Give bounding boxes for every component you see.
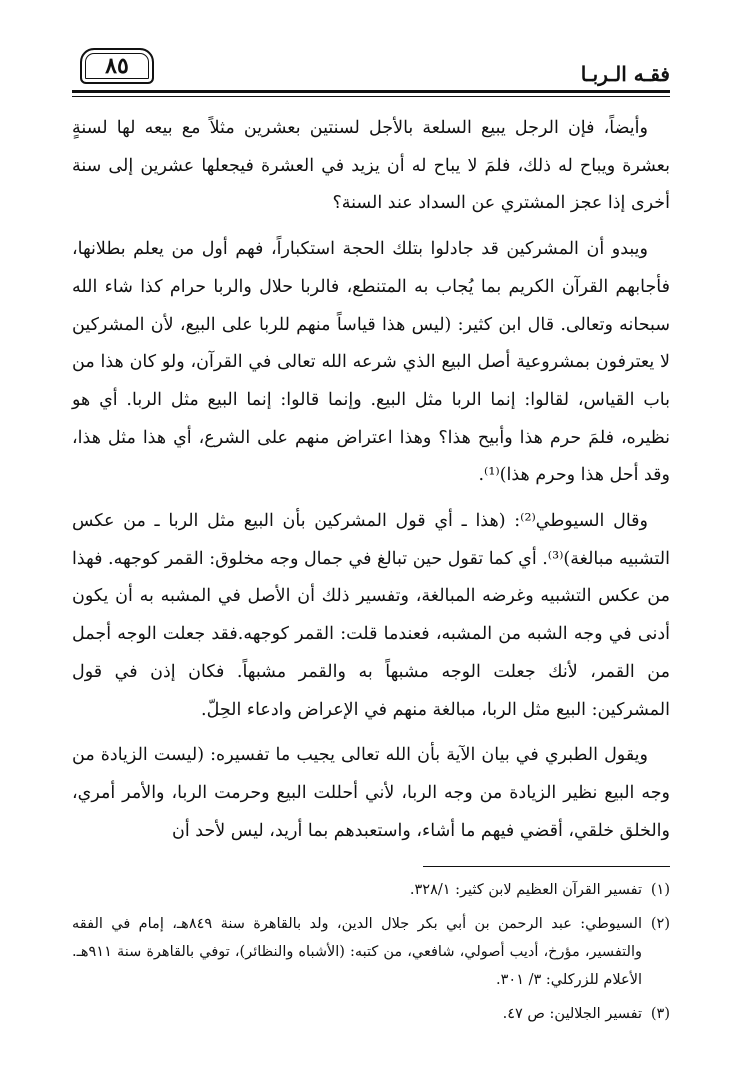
footnote-text: تفسير القرآن العظيم لابن كثير: ٣٢٨/١. bbox=[409, 882, 642, 898]
paragraph: وأيضاً، فإن الرجل يبيع السلعة بالأجل لسنتين بعشرين مثلاً مع بيعه لها لسنةٍ بعشرة ويباح له ذلك، فلمَ لا يباح له أن يزيد في العشرة فيجعلها عشرين إلى سنة أخرى إذا عجز المشتري عن السداد عند السنة؟ bbox=[72, 118, 670, 214]
paragraph: ويقول الطبري في بيان الآية بأن الله تعالى يجيب ما تفسيره: (ليست الزيادة من وجه البيع نظير الزيادة من وجه الربا، لأني أحللت البيع وحرمت الربا، والأمر أمري، والخلق خلقي، أقضي فيهم ما أشاء، واستعبدهم بما أريد، ليس لأحد أن bbox=[72, 745, 670, 841]
header-rule bbox=[72, 90, 670, 97]
running-title: فقـه الـربـا bbox=[580, 62, 670, 86]
footnote bbox=[72, 1000, 670, 1028]
footnote bbox=[72, 910, 670, 994]
paragraph: ويبدو أن المشركين قد جادلوا بتلك الحجة استكباراً، فهم أول من يعلم بطلانها، فأجابهم القرآن الكريم بما يُجاب به المتنطع، فالربا حلال والربا حرام كذا شاء الله سبحانه وتعالى. قال ابن كثير: (ليس هذا قياساً منهم للربا على البيع، لأن المشركين لا يعترفون بمشروعية أصل البيع الذي شرعه الله تعالى في القرآن، ولو كان هذا من باب القياس، لقالوا: إنما الربا مثل البيع. وإنما قالوا: إنما البيع مثل الربا. أي هو نظيره، فلمَ حرم هذا وأبيح هذا؟ وهذا اعتراض منهم على الشرع، أي هذا مثل هذا، وقد أحل هذا وحرم هذا)⁽¹⁾. bbox=[72, 239, 670, 486]
footnote-number: (٣) bbox=[650, 1006, 670, 1022]
footnote-number: (٢) bbox=[650, 916, 670, 932]
footnote-text: السيوطي: عبد الرحمن بن أبي بكر جلال الدين، ولد بالقاهرة سنة ٨٤٩هـ، إمام في الفقه والتفسير، مؤرخ، أديب أصولي، شافعي، من كتبه: (الأشباه والنظائر)، توفي بالقاهرة سنة ٩١١هـ. الأعلام للزركلي: ٣/ ٣٠١. bbox=[72, 916, 642, 988]
footnote-separator bbox=[423, 866, 670, 867]
footnote-text: تفسير الجلالين: ص ٤٧. bbox=[502, 1006, 642, 1022]
footnotes bbox=[72, 876, 670, 1034]
page-number: ٨٥ bbox=[105, 53, 129, 79]
page-header bbox=[72, 42, 670, 94]
footnote-number: (١) bbox=[650, 882, 670, 898]
footnote bbox=[72, 876, 670, 904]
page-number-frame bbox=[80, 48, 154, 84]
body-text bbox=[72, 110, 670, 858]
paragraph: وقال السيوطي⁽²⁾: (هذا ـ أي قول المشركين بأن البيع مثل الربا ـ من عكس التشبيه مبالغة)⁽³⁾. أي كما تقول حين تبالغ في جمال وجه مخلوق: القمر كوجهه. فهذا من عكس التشبيه وغرضه المبالغة، وتفسير ذلك أن الأصل في المشبه به أن يكون أدنى في وجه الشبه من المشبه، فعندما قلت: القمر كوجهه.فقد جعلت الوجه أجمل من القمر، لأنك جعلت الوجه مشبهاً به والقمر مشبهاً. فكان إذن في قول المشركين: البيع مثل الربا، مبالغة منهم في الإعراض وادعاء الحِلّ. bbox=[72, 511, 670, 720]
